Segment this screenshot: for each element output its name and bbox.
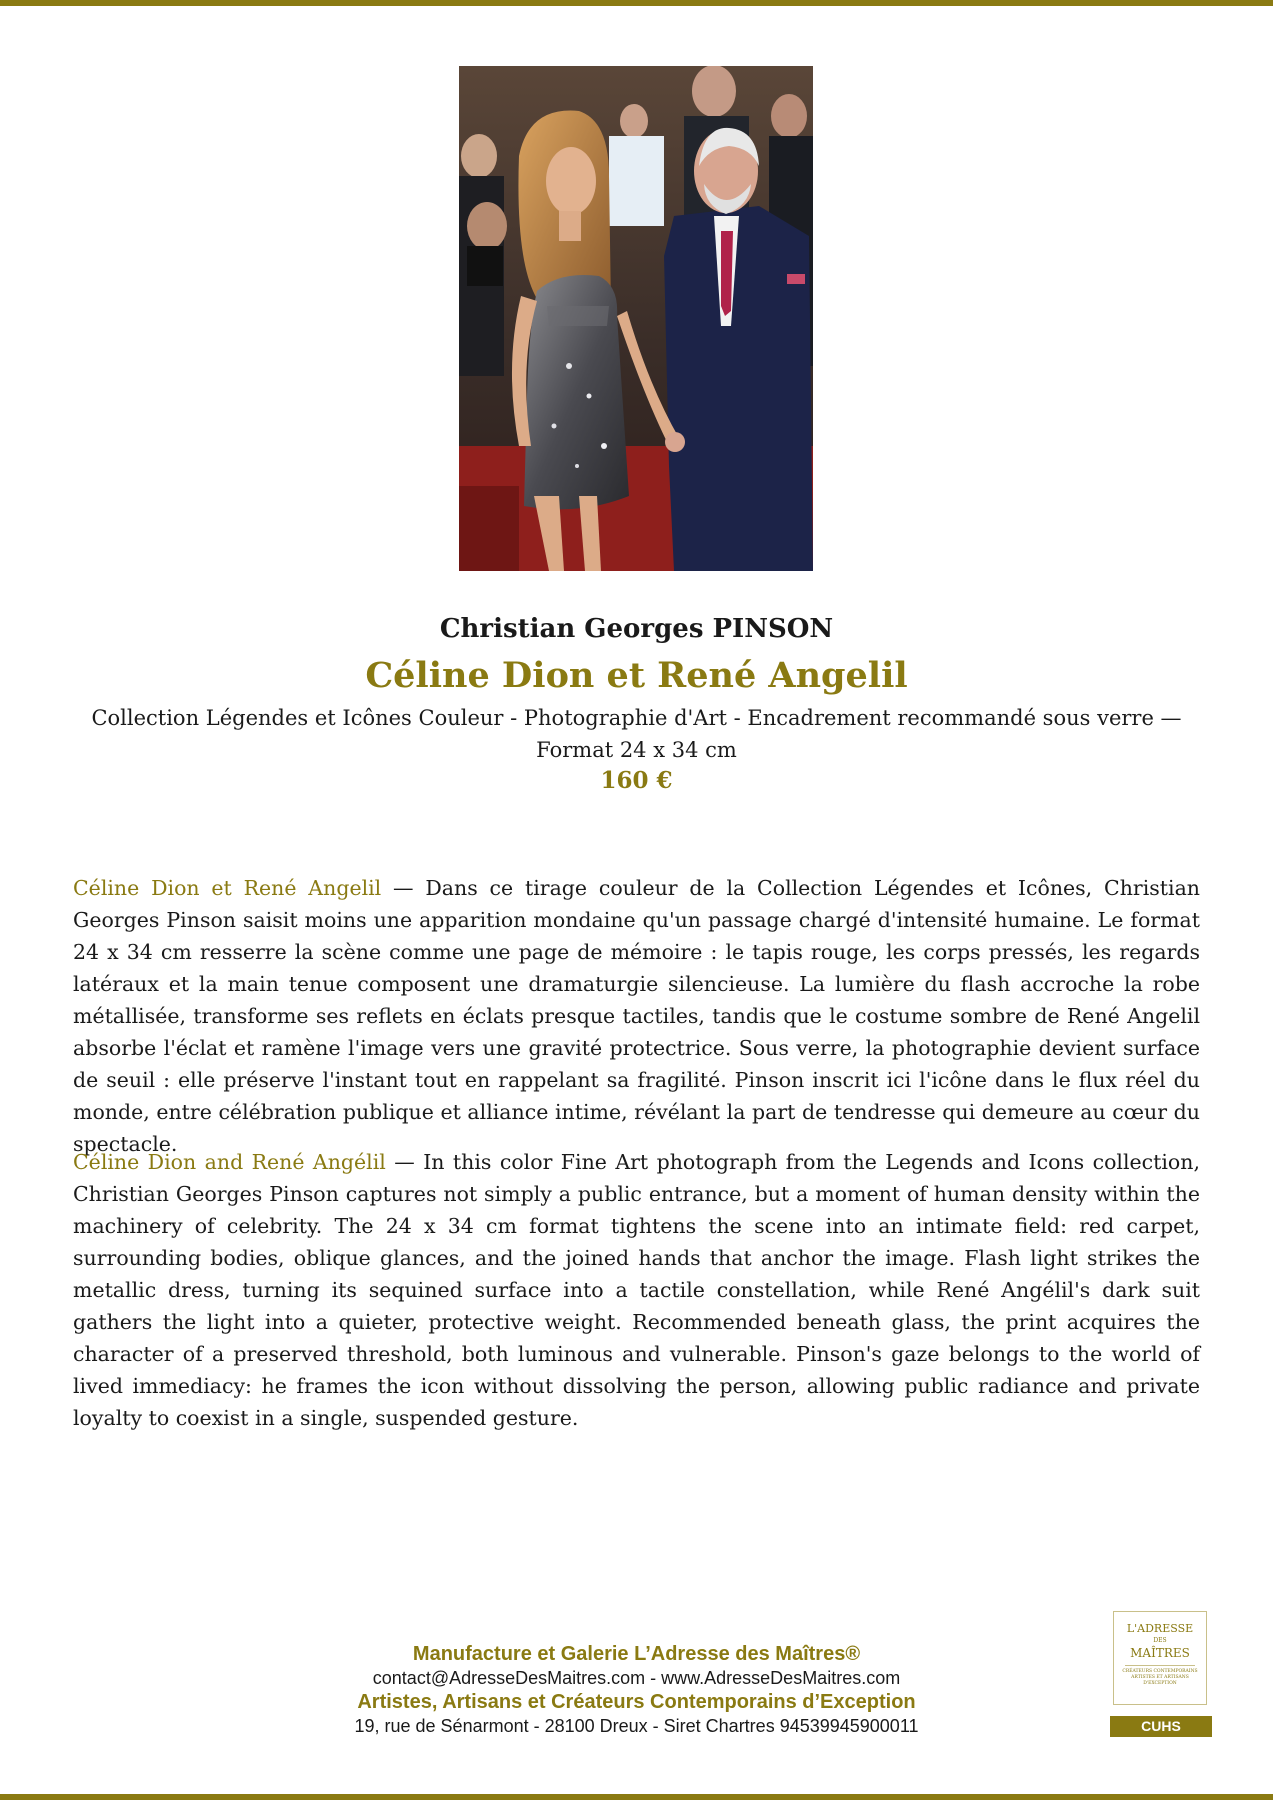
- logo-line-2: DES: [1153, 1637, 1167, 1644]
- bottom-rule: [0, 1794, 1273, 1800]
- logo-line-5: ARTISTES ET ARTISANS: [1131, 1675, 1189, 1680]
- artwork-subtitle: Collection Légendes et Icônes Couleur - Photographie d'Art - Encadrement recommandé sous verre — Format 24 x 34 cm: [91, 706, 1182, 762]
- description-english-text: — In this color Fine Art photograph from the Legends and Icons collection, Christian Georges Pinson captures not simply a public entrance, but a moment of human density within the machinery of celebrity. The 24 x 34 cm format tightens the scene into an intimate field: red carpet, surrounding bodies, oblique glances, and the joined hands that anchor the image. Flash light strikes the metallic dress, turning its sequined surface into a tactile constellation, while René Angélil's dark suit gathers the light into a quieter, protective weight. Recommended beneath glass, the print acquires the character of a preserved threshold, both luminous and vulnerable. Pinson's gaze belongs to the world of lived immediacy: he frames the icon without dissolving the person, allowing public radiance and private loyalty to coexist in a single, suspended gesture.: [73, 1150, 1200, 1430]
- gallery-tagline: Artistes, Artisans et Créateurs Contemporains d’Exception: [357, 1691, 916, 1713]
- logo-line-3: MAÎTRES: [1130, 1646, 1190, 1660]
- logo-line-6: D'EXCEPTION: [1143, 1681, 1177, 1686]
- artwork-title: Céline Dion et René Angelil: [365, 655, 908, 696]
- top-rule: [0, 0, 1273, 6]
- logo-line-1: L'ADRESSE: [1126, 1622, 1194, 1635]
- gallery-logo: [1113, 1611, 1207, 1705]
- artist-name: Christian Georges PINSON: [439, 614, 834, 644]
- gallery-footer: [0, 1642, 1273, 1738]
- description-english: [73, 1146, 1200, 1434]
- gallery-address: 19, rue de Sénarmont - 28100 Dreux - Siret Chartres 94539945900011: [354, 1716, 919, 1736]
- description-french-lead: Céline Dion et René Angelil: [73, 876, 382, 900]
- artwork-photo: [459, 66, 813, 571]
- logo-line-4: CRÉATEURS CONTEMPORAINS: [1122, 1669, 1198, 1674]
- gallery-contact: contact@AdresseDesMaitres.com - www.AdresseDesMaitres.com: [372, 1668, 901, 1688]
- description-french: [73, 872, 1200, 1160]
- artwork-price: 160 €: [600, 767, 673, 794]
- description-french-text: — Dans ce tirage couleur de la Collection Légendes et Icônes, Christian Georges Pinson saisit moins une apparition mondaine qu'un passage chargé d'intensité humaine. Le format 24 x 34 cm resserre la scène comme une page de mémoire : le tapis rouge, les corps pressés, les regards latéraux et la main tenue composent une dramaturgie silencieuse. La lumière du flash accroche la robe métallisée, transforme ses reflets en éclats presque tactiles, tandis que le costume sombre de René Angelil absorbe l'éclat et ramène l'image vers une gravité protectrice. Sous verre, la photographie devient surface de seuil : elle préserve l'instant tout en rappelant sa fragilité. Pinson inscrit ici l'icône dans le flux réel du monde, entre célébration publique et alliance intime, révélant la part de tendresse qui demeure au cœur du spectacle.: [73, 876, 1200, 1156]
- logo-divider: [1125, 1665, 1195, 1666]
- gallery-name: Manufacture et Galerie L’Adresse des Maîtres®: [412, 1643, 861, 1665]
- cuhs-badge: CUHS: [1110, 1716, 1212, 1737]
- description-english-lead: Céline Dion and René Angélil: [73, 1150, 386, 1174]
